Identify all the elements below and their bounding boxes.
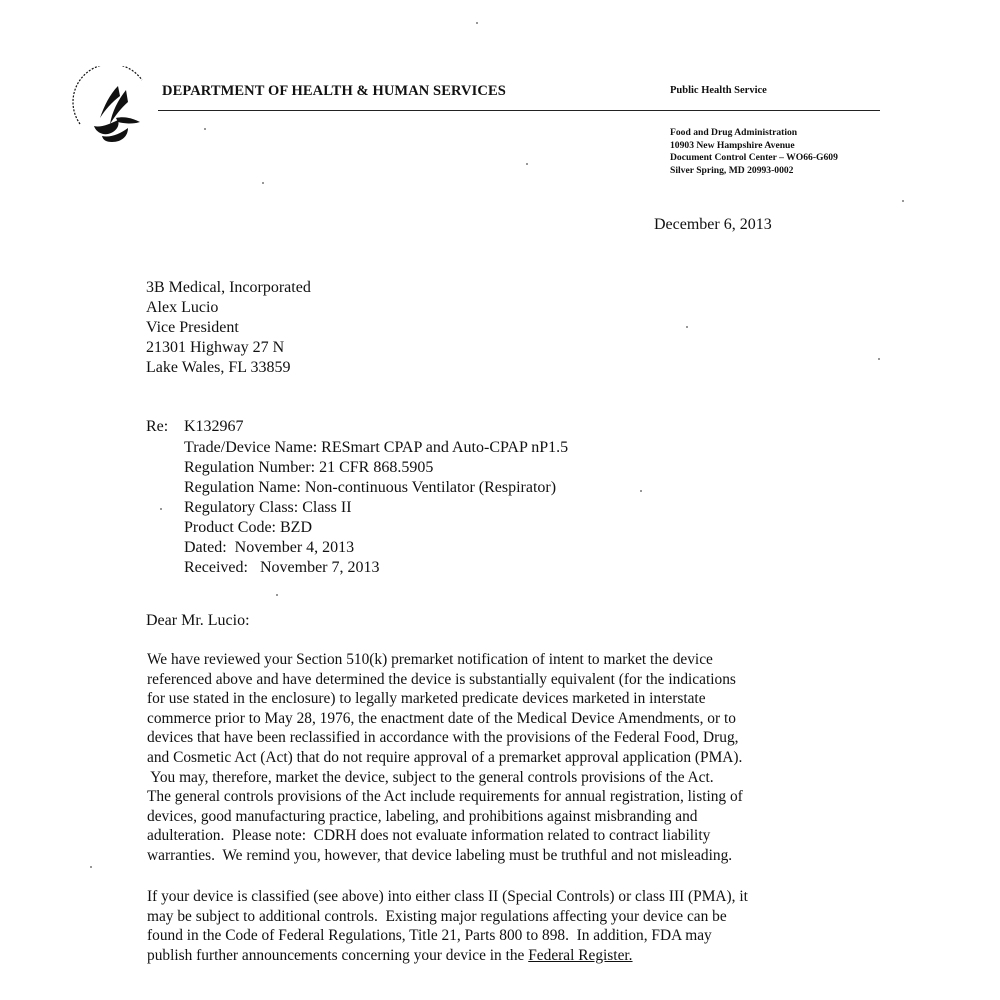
paragraph-line: We have reviewed your Section 510(k) premarket notification of intent to market the device [147, 651, 713, 668]
federal-register-link[interactable]: Federal Register. [528, 946, 633, 964]
fda-address-line: Silver Spring, MD 20993-0002 [670, 164, 794, 176]
scan-speck [160, 508, 162, 510]
recipient-line: Alex Lucio [146, 299, 219, 316]
re-detail-line: Received: November 7, 2013 [184, 559, 380, 576]
re-label: Re: [146, 418, 169, 435]
paragraph-line: devices that have been reclassified in accordance with the provisions of the Federal Food, Drug, [147, 729, 739, 747]
letterhead-rule [158, 110, 880, 111]
paragraph-line: devices, good manufacturing practice, labeling, and prohibitions against misbranding and [147, 807, 698, 825]
recipient-line: 3B Medical, Incorporated [146, 279, 311, 296]
letter-date: December 6, 2013 [654, 216, 772, 233]
recipient-address [146, 278, 311, 378]
paragraph-line: adulteration. Please note: CDRH does not evaluate information related to contract liability [147, 827, 711, 845]
paragraph-last-prefix: publish further announcements concerning your device in the [147, 946, 529, 964]
re-detail-line: Product Code: BZD [184, 519, 312, 536]
scan-speck [204, 128, 206, 130]
scan-speck [526, 163, 528, 165]
scan-speck [878, 358, 880, 360]
re-detail-line: Regulation Number: 21 CFR 868.5905 [184, 459, 434, 476]
re-details [184, 438, 568, 578]
re-number: K132967 [184, 418, 244, 435]
public-health-service-label: Public Health Service [670, 85, 767, 96]
body-paragraph-1 [147, 650, 837, 866]
fda-address-line: Document Control Center – WO66-G609 [670, 152, 838, 163]
body-paragraph-2 [147, 887, 837, 965]
recipient-line: 21301 Highway 27 N [146, 339, 285, 356]
paragraph-line: commerce prior to May 28, 1976, the enactment date of the Medical Device Amendments, or to [147, 709, 736, 727]
fda-address-line: Food and Drug Administration [670, 127, 798, 138]
scan-speck [902, 200, 904, 202]
paragraph-line-last [147, 946, 837, 966]
paragraph-line: If your device is classified (see above) into either class II (Special Controls) or class III (PMA), it [147, 888, 748, 905]
hhs-seal-logo [70, 66, 158, 156]
scan-speck [90, 866, 92, 868]
re-detail-line: Dated: November 4, 2013 [184, 539, 355, 556]
recipient-line: Lake Wales, FL 33859 [146, 359, 291, 376]
paragraph-line: warranties. We remind you, however, that device labeling must be truthful and not misleading. [147, 846, 733, 864]
scan-speck [476, 22, 478, 24]
fda-address-block [670, 127, 838, 177]
paragraph-line: may be subject to additional controls. Existing major regulations affecting your device can be [147, 907, 727, 925]
scan-speck [686, 326, 688, 328]
recipient-line: Vice President [146, 319, 239, 336]
re-detail-line: Regulation Name: Non-continuous Ventilator (Respirator) [184, 479, 557, 496]
paragraph-line: found in the Code of Federal Regulations, Title 21, Parts 800 to 898. In addition, FDA may [147, 927, 712, 945]
scan-speck [262, 182, 264, 184]
department-heading: DEPARTMENT OF HEALTH & HUMAN SERVICES [162, 83, 506, 99]
paragraph-line: and Cosmetic Act (Act) that do not require approval of a premarket approval application (PMA). [147, 748, 743, 766]
paragraph-line: for use stated in the enclosure) to legally marketed predicate devices marketed in interstate [147, 690, 706, 708]
salutation: Dear Mr. Lucio: [146, 612, 250, 629]
re-detail-line: Regulatory Class: Class II [184, 499, 352, 516]
fda-address-line: 10903 New Hampshire Avenue [670, 139, 795, 151]
re-detail-line: Trade/Device Name: RESmart CPAP and Auto-CPAP nP1.5 [184, 439, 569, 456]
paragraph-line: You may, therefore, market the device, subject to the general controls provisions of the Act. [147, 768, 714, 786]
paragraph-line: The general controls provisions of the Act include requirements for annual registration, listing of [147, 788, 743, 806]
scan-speck [640, 490, 642, 492]
paragraph-line: referenced above and have determined the device is substantially equivalent (for the indications [147, 670, 736, 688]
scan-speck [276, 594, 278, 596]
